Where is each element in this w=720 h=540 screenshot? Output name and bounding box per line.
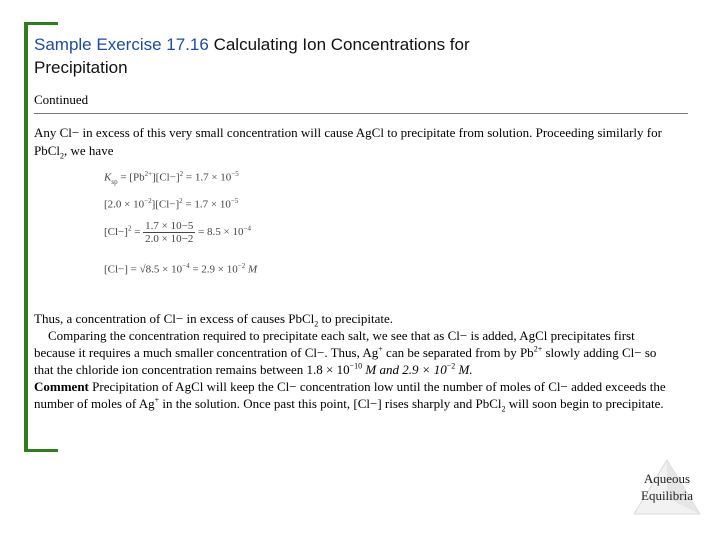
p2-sup4: −2 xyxy=(446,361,456,371)
p1-b: to precipitate. xyxy=(318,311,393,326)
title-exercise-number: Sample Exercise 17.16 xyxy=(34,35,209,54)
p2-c: slowly adding Cl− so that the chloride ion concentration remains between 1.8 × 10 xyxy=(34,345,657,377)
eq3-denominator: 2.0 × 10−2 xyxy=(145,233,194,245)
divider-rule xyxy=(34,113,688,114)
p1-sub: 2 xyxy=(314,319,319,329)
footer-label xyxy=(632,470,702,504)
equation-line-4 xyxy=(104,262,257,276)
footer-badge xyxy=(632,458,702,516)
comment-paragraph xyxy=(34,378,674,412)
eq2-exponent: −5 xyxy=(230,197,239,205)
eq2-b: ][Cl−] xyxy=(151,198,180,211)
body-paragraph-1 xyxy=(34,310,674,327)
eq3-exponent: −4 xyxy=(243,224,251,233)
eq3-equals: = xyxy=(131,226,144,239)
eq4-exp1: −4 xyxy=(182,262,190,270)
eq4-unit: M xyxy=(245,263,258,276)
eq3-fraction xyxy=(143,220,195,245)
p2-d: M and 2.9 × 10 xyxy=(362,362,447,377)
eq4-value: = 2.9 × 10 xyxy=(189,263,238,276)
p2-b: can be separated from by Pb xyxy=(382,345,534,360)
intro-subscript: 2 xyxy=(60,151,65,161)
comment-sub: 2 xyxy=(501,404,506,414)
left-frame-bar xyxy=(24,22,28,452)
footer-line2: Equilibria xyxy=(641,488,693,503)
body-text xyxy=(34,310,674,412)
eq2-sup: 2 xyxy=(179,197,183,205)
slide-title xyxy=(34,33,674,79)
continued-label: Continued xyxy=(34,92,89,107)
equation-block xyxy=(104,170,304,280)
eq3-numerator: 1.7 × 10−5 xyxy=(145,220,194,232)
eq1-exponent: −5 xyxy=(231,170,239,178)
eq1-sup: 2+ xyxy=(144,170,153,178)
p2-a: Comparing the concentration required to precipitate each salt, we see that as Cl− is added, AgCl precipitates first because it requires a much smaller concentration of Cl−. Thus, Ag xyxy=(34,328,635,360)
eq3-sup: 2 xyxy=(127,224,132,233)
equation-line-3 xyxy=(104,220,251,245)
frame-bottom-tick xyxy=(24,449,58,452)
comment-b: in the solution. Once past this point, [Cl−] rises sharply and PbCl xyxy=(159,396,502,411)
body-paragraph-2 xyxy=(34,327,674,378)
ksp-symbol: K xyxy=(104,171,112,184)
title-line2: Precipitation xyxy=(34,58,128,77)
eq2-a: [2.0 × 10 xyxy=(104,198,145,211)
ksp-sub: sp xyxy=(111,177,118,186)
equation-line-1 xyxy=(104,170,239,186)
eq4-exp2: −2 xyxy=(237,262,246,270)
p1-a: Thus, a concentration of Cl− in excess of causes PbCl xyxy=(34,311,315,326)
eq4-a: [Cl−] = √8.5 × 10 xyxy=(104,263,183,276)
equation-line-2 xyxy=(104,197,238,211)
eq3-value: = 8.5 × 10 xyxy=(195,226,244,239)
p2-sup3: −10 xyxy=(349,361,363,371)
eq1-mid: = [Pb xyxy=(117,171,145,184)
eq2-value: = 1.7 × 10 xyxy=(182,198,231,211)
eq1-value: = 1.7 × 10 xyxy=(183,171,232,184)
eq3-a: [Cl−] xyxy=(104,226,128,239)
p2-sup1: + xyxy=(378,344,383,354)
footer-line1: Aqueous xyxy=(643,471,691,486)
eq1-rest: ][Cl−] xyxy=(152,171,180,184)
frame-top-tick xyxy=(24,22,58,25)
comment-label: Comment xyxy=(34,379,89,394)
eq2-exp1: −2 xyxy=(144,197,152,205)
intro-paragraph xyxy=(34,124,674,160)
title-line1: Calculating Ion Concentrations for xyxy=(213,35,470,54)
comment-a: Precipitation of AgCl will keep the Cl− concentration low until the number of moles of Cl− added exceeds the number of moles of Ag xyxy=(34,379,666,411)
comment-c: will soon begin to precipitate. xyxy=(505,396,664,411)
comment-sup: + xyxy=(154,395,160,405)
p2-sup2: 2+ xyxy=(533,344,543,354)
p2-e: M. xyxy=(455,362,473,377)
eq1-sup2: 2 xyxy=(179,170,184,178)
intro-text-end: , we have xyxy=(64,143,114,158)
intro-text: Any Cl− in excess of this very small concentration will cause AgCl to precipitate from solution. Proceeding similarly for PbCl xyxy=(34,125,662,158)
